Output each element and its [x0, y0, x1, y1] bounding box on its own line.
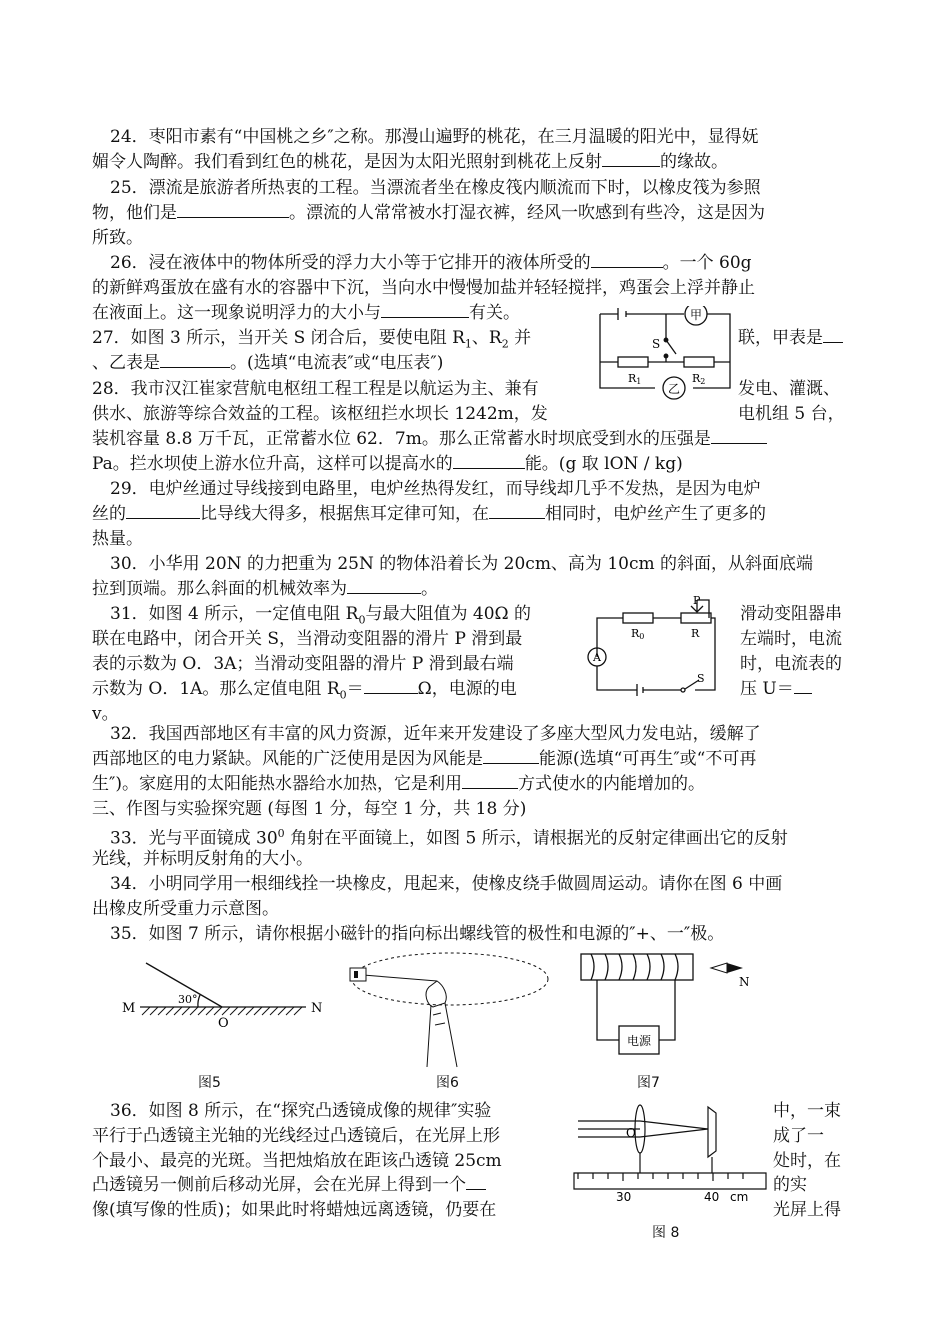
fig8-caption: 图 8 — [652, 1225, 680, 1241]
fig7-n-label: N — [739, 975, 750, 989]
q36-text-4: 凸透镜另一侧前后移动光屏，会在光屏上得到一个 — [92, 1175, 466, 1195]
q24-text-end: 的缘故。 — [660, 152, 728, 172]
q28-answer-blank-1[interactable] — [711, 427, 767, 444]
q32-line2 — [92, 747, 756, 771]
fig3-yi-label: 乙 — [667, 382, 681, 396]
q32-text-c: 生″)。家庭用的太阳能热水器给水加热，它是利用 — [92, 774, 462, 794]
q32-answer-blank-1[interactable] — [483, 747, 539, 764]
q31-sub0: 0 — [358, 613, 366, 627]
fig5-caption: 图5 — [198, 1075, 221, 1091]
figure-5-mirror — [118, 955, 333, 1035]
q36-line5: 像(填写像的性质)；如果此时将蜡烛远离透镜，仍要在 — [92, 1200, 497, 1220]
q26-line3 — [92, 301, 520, 325]
q30-line2 — [92, 577, 438, 601]
q26-line2: 的新鲜鸡蛋放在盛有水的容器中下沉，当向水中慢慢加盐并轻轻搅拌，鸡蛋会上浮并静止 — [92, 278, 755, 298]
figure-8-optical-bench — [568, 1095, 773, 1207]
q27-text-e: 、乙表是 — [92, 353, 160, 373]
fig8-tick-30: 30 — [616, 1190, 632, 1204]
q26-answer-blank-2[interactable] — [381, 301, 469, 318]
q29-text-c: 相同时，电炉丝产生了更多的 — [545, 504, 766, 524]
q28-text-3: 装机容量 8.8 万千瓦，正常蓄水位 62．7m。那么正常蓄水时坝底受到水的压强是 — [92, 429, 711, 449]
q25-line1: 25．漂流是旅游者所热衷的工程。当漂流者坐在橡皮筏内顺流而下时，以橡皮筏为参照 — [110, 178, 761, 198]
q31-line3: 表的示数为 O．3A；当滑动变阻器的滑片 P 滑到最右端 — [92, 654, 514, 674]
q30-text: 拉到顶端。那么斜面的机械效率为 — [92, 579, 347, 599]
q34-line2: 出橡皮所受重力示意图。 — [92, 899, 279, 919]
q25-line2 — [92, 201, 765, 225]
q29-line3: 热量。 — [92, 529, 143, 549]
q36-line1-right: 中，一束 — [773, 1101, 841, 1121]
q28-line1: 28．我市汉江崔家营航电枢纽工程工程是以航运为主、兼有 — [92, 379, 539, 399]
figure-3-circuit — [592, 306, 738, 416]
q31-answer-blank-1[interactable] — [364, 677, 418, 694]
q29-text-b: 比导线大得多，根据焦耳定律可知，在 — [200, 504, 489, 524]
q29-answer-blank-1[interactable] — [126, 502, 200, 519]
q36-line4-right: 的实 — [773, 1175, 807, 1195]
q28-answer-blank-2[interactable] — [453, 452, 525, 469]
q25-line3: 所致。 — [92, 228, 143, 248]
q31-text: 31．如图 4 所示，一定值电阻 R — [110, 604, 359, 624]
q29-text: 丝的 — [92, 504, 126, 524]
q28-text-5: 能。(g 取 lON / kg) — [524, 454, 683, 474]
q30-text-end: 。 — [421, 579, 438, 599]
q31-line4 — [92, 677, 517, 707]
q27-answer-blank-2[interactable] — [160, 351, 230, 368]
q28-line3 — [92, 427, 767, 451]
q36-line4 — [92, 1173, 486, 1197]
q28-line2-right: 电机组 5 台， — [738, 404, 845, 424]
q33-text-b: 角射在平面镜上，如图 5 所示，请根据光的反射定律画出它的反射 — [284, 828, 788, 849]
figure-7-solenoid — [575, 950, 775, 1065]
fig3-r1-label: R1 — [628, 372, 642, 386]
q31-line5: v。 — [92, 704, 119, 724]
q25-text-mid: 。漂流的人常常被水打湿衣裤，经风一吹感到有些冷，这是因为 — [289, 203, 765, 223]
q27-text: 27．如图 3 所示，当开关 S 闭合后，要使电阻 R — [92, 328, 465, 348]
fig4-r-label: R — [691, 627, 700, 640]
figure-6-circular-motion — [345, 945, 555, 1070]
q33-text: 33．光与平面镜成 30 — [110, 828, 278, 849]
q31-line2-right: 左端时，电流 — [740, 629, 842, 649]
q27-line1-right — [738, 326, 843, 350]
q31-text-d: 压 U＝ — [740, 679, 794, 699]
q28-line1-right: 发电、灌溉、 — [738, 379, 840, 399]
q36-line2-right: 成了一 — [773, 1126, 824, 1146]
q36-answer-blank[interactable] — [466, 1173, 486, 1190]
q34-line1: 34．小明同学用一根细线拴一块橡皮，甩起来，使橡皮绕手做圆周运动。请你在图 6 中画 — [110, 874, 783, 894]
q26-text-3: 有关。 — [469, 303, 520, 323]
q27-sub2: 2 — [501, 337, 509, 351]
q32-text: 西部地区的电力紧缺。风能的广泛使用是因为风能是 — [92, 749, 483, 769]
q27-line2 — [92, 351, 443, 375]
q31-line4-right — [740, 677, 812, 701]
q36-line5-right: 光屏上得 — [773, 1200, 841, 1220]
q31-line1-right: 滑动变阻器串 — [740, 604, 842, 624]
q30-answer-blank[interactable] — [347, 577, 421, 594]
q31-text-eq: ＝ — [346, 679, 364, 699]
fig4-s-label: S — [697, 672, 705, 685]
q27-text-c: 并 — [508, 328, 532, 348]
q36-line3-right: 处时，在 — [773, 1151, 841, 1171]
q30-line1: 30．小华用 20N 的力把重为 25N 的物体沿着长为 20cm、高为 10cm 的斜面，从斜面底端 — [110, 554, 814, 574]
q25-answer-blank[interactable] — [177, 201, 289, 218]
fig4-ammeter-label: A — [593, 651, 601, 664]
q26-text-end: 。一个 60g — [662, 253, 752, 273]
q26-line1 — [110, 251, 752, 275]
fig6-caption: 图6 — [436, 1075, 459, 1091]
q26-text: 26．浸在液体中的物体所受的浮力大小等于它排开的液体所受的 — [110, 253, 591, 273]
q31-sub0-b: 0 — [339, 688, 347, 702]
fig4-p-label: P — [693, 594, 701, 607]
fig3-s-label: S — [652, 337, 661, 351]
q32-line1: 32．我国西部地区有丰富的风力资源，近年来开发建设了多座大型风力发电站，缓解了 — [110, 724, 761, 744]
q27-sub1: 1 — [464, 337, 472, 351]
fig5-m-label: M — [122, 1001, 136, 1016]
q35-line1: 35．如图 7 所示，请你根据小磁针的指向标出螺线管的极性和电源的″+、一″极。 — [110, 924, 725, 944]
q31-line3-right: 时，电流表的 — [740, 654, 842, 674]
q28-text-4: Pa。拦水坝使上游水位升高，这样可以提高水的 — [92, 454, 453, 474]
fig3-r2-label: R2 — [692, 372, 706, 386]
q31-line2: 联在电路中，闭合开关 S，当滑动变阻器的滑片 P 滑到最 — [92, 629, 523, 649]
q33-line2: 光线，并标明反射角的大小。 — [92, 849, 313, 869]
q28-line4 — [92, 452, 683, 476]
q31-text-4: 示数为 O．1A。那么定值电阻 R — [92, 679, 340, 699]
fig7-power-label: 电源 — [626, 1034, 652, 1048]
fig3-jia-label: 甲 — [689, 308, 703, 322]
fig8-o-label: O — [626, 1126, 636, 1140]
q27-text-f: 。(选填“电流表″或“电压表″) — [230, 353, 444, 373]
q31-text-b: 与最大阻值为 40Ω 的 — [365, 604, 532, 624]
q26-answer-blank-1[interactable] — [591, 251, 663, 268]
q31-text-c: Ω，电源的电 — [417, 679, 517, 699]
q32-answer-blank-2[interactable] — [462, 772, 518, 789]
q24-answer-blank[interactable] — [602, 150, 660, 167]
fig7-caption: 图7 — [637, 1075, 660, 1091]
q31-answer-blank-2[interactable] — [794, 677, 812, 694]
q32-text-d: 方式使水的内能增加的。 — [517, 774, 705, 794]
q24-text: 媚令人陶醉。我们看到红色的桃花，是因为太阳光照射到桃花上反射 — [92, 152, 602, 172]
q33-degree-sup: 0 — [277, 827, 285, 840]
q36-line3: 个最小、最亮的光斑。当把烛焰放在距该凸透镜 25cm — [92, 1151, 502, 1171]
q32-line3 — [92, 772, 705, 796]
q27-text-d: 联，甲表是 — [738, 328, 823, 348]
q26-text-2: 在液面上。这一现象说明浮力的大小与 — [92, 303, 381, 323]
q36-line1: 36．如图 8 所示，在“探究凸透镜成像的规律″实验 — [110, 1101, 492, 1121]
fig5-o-label: O — [218, 1016, 229, 1031]
fig8-unit: cm — [730, 1190, 749, 1204]
fig5-angle-label: 30° — [178, 993, 198, 1006]
q29-line2 — [92, 502, 766, 526]
q29-line1: 29．电炉丝通过导线接到电路里，电炉丝热得发红，而导线却几乎不发热，是因为电炉 — [110, 479, 761, 499]
fig5-n-label: N — [311, 1001, 323, 1016]
q29-answer-blank-2[interactable] — [489, 502, 545, 519]
q27-answer-blank-1[interactable] — [823, 326, 843, 343]
q25-text: 物，他们是 — [92, 203, 177, 223]
fig4-r0-label: R0 — [631, 627, 645, 641]
eraser-shade — [354, 971, 358, 978]
q24-line1: 24．枣阳市素有“中国桃之乡″之称。那漫山遍野的桃花，在三月温暖的阳光中，显得妩 — [110, 127, 759, 147]
q27-text-b: 、R — [471, 328, 502, 348]
q28-line2: 供水、旅游等综合效益的工程。该枢纽拦水坝长 1242m，发 — [92, 404, 548, 424]
q24-line2 — [92, 150, 728, 174]
fig8-tick-40: 40 — [704, 1190, 720, 1204]
figure-4-circuit — [585, 592, 740, 702]
q32-text-b: 能源(选填“可再生″或“不可再 — [539, 749, 757, 769]
q36-line2: 平行于凸透镜主光轴的光线经过凸透镜后，在光屏上形 — [92, 1126, 500, 1146]
section-3-heading: 三、作图与实验探究题 (每图 1 分，每空 1 分，共 18 分) — [92, 799, 527, 819]
